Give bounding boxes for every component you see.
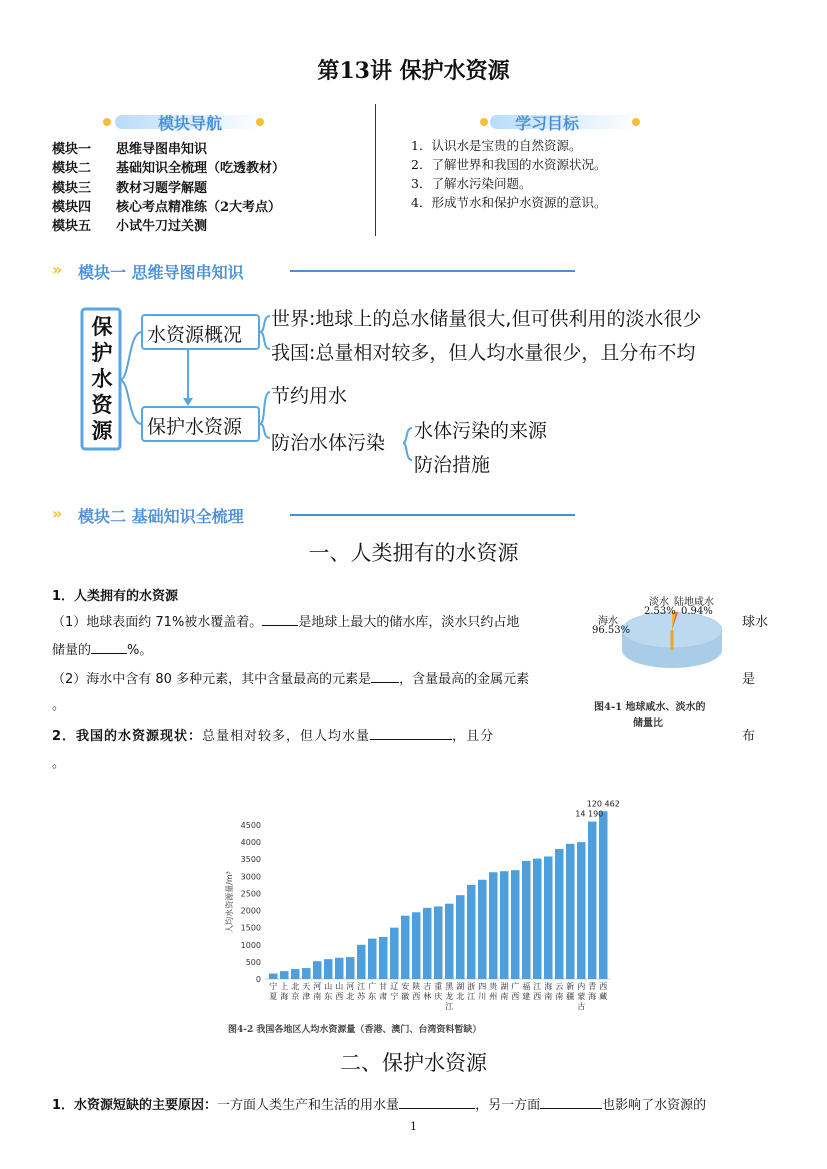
x-tick-label: 黑 <box>445 982 454 991</box>
bar <box>346 957 355 979</box>
section1-title: 模块一 思维导图串知识 <box>78 263 244 282</box>
bar <box>434 906 443 979</box>
y-tick-label: 2000 <box>240 906 261 916</box>
x-tick-label: 福 <box>522 982 531 991</box>
q2-line-end: 布 <box>742 729 756 744</box>
mindmap-node2-prevent: 防治水体污染 <box>271 432 386 454</box>
bar <box>478 880 487 979</box>
bar <box>522 861 531 979</box>
bar <box>390 928 399 979</box>
q1-line3-end: 是 <box>742 672 756 687</box>
x-tick-label: 南 <box>544 992 553 1001</box>
goal-item: 2．了解世界和我国的水资源状况。 <box>411 157 607 172</box>
mindmap-node1-world: 世界:地球上的总水储量很大,但可供利用的淡水很少 <box>271 308 702 330</box>
goal-item: 3．了解水污染问题。 <box>411 176 532 191</box>
bar <box>412 912 421 979</box>
x-tick-label: 西 <box>599 982 608 991</box>
mindmap-node2-source: 水体污染的来源 <box>414 420 548 442</box>
bar-data-label: 14 190 <box>575 809 604 819</box>
x-tick-label: 辽 <box>390 982 399 991</box>
x-tick-label: 江 <box>445 1002 454 1011</box>
bar <box>269 974 278 979</box>
x-tick-label: 河 <box>346 982 355 991</box>
bar <box>291 969 300 979</box>
y-tick-label: 3500 <box>240 855 261 865</box>
x-tick-label: 北 <box>291 982 300 991</box>
y-tick-label: 1000 <box>240 940 261 950</box>
x-tick-label: 安 <box>401 982 410 991</box>
x-tick-label: 西 <box>533 992 542 1001</box>
x-tick-label: 四 <box>478 982 487 991</box>
bar <box>357 945 366 979</box>
x-tick-label: 京 <box>291 992 300 1001</box>
x-tick-label: 广 <box>368 982 377 991</box>
bar <box>467 885 476 979</box>
bar <box>368 939 377 979</box>
x-tick-label: 湖 <box>500 982 509 991</box>
x-tick-label: 上 <box>280 982 289 991</box>
x-tick-label: 重 <box>434 982 443 991</box>
x-tick-label: 西 <box>335 992 344 1001</box>
x-tick-label: 山 <box>335 982 344 991</box>
q2-line2: 。 <box>52 756 66 771</box>
module-row-3: 模块三 教材习题学解题 <box>52 181 208 196</box>
page-title: 第13讲 保护水资源 <box>317 58 510 84</box>
x-tick-label: 天 <box>302 982 311 991</box>
mindmap-node2: 保护水资源 <box>147 416 243 438</box>
answer-blank[interactable] <box>370 739 452 740</box>
x-tick-label: 夏 <box>269 992 278 1001</box>
x-tick-label: 新 <box>566 982 575 991</box>
x-tick-label: 建 <box>522 992 531 1001</box>
bar <box>533 859 542 979</box>
mindmap-node1: 水资源概况 <box>147 324 243 346</box>
x-tick-label: 北 <box>346 992 355 1001</box>
bar <box>500 871 509 979</box>
bar <box>445 904 454 979</box>
bar <box>335 958 344 979</box>
x-tick-label: 海 <box>588 992 597 1001</box>
module-row-5: 模块五 小试牛刀过关测 <box>52 219 208 234</box>
q1-line3: （2）海水中含有 80 多种元素，其中含量最高的元素是 ，含量最高的金属元素 <box>52 672 530 687</box>
mindmap-root: 保 护 水 资 源 <box>91 315 113 443</box>
module-row-2: 模块二 基础知识全梳理（吃透教材） <box>52 161 286 176</box>
bar <box>544 856 553 979</box>
bar <box>599 811 608 979</box>
section2-title: 模块二 基础知识全梳理 <box>78 507 244 526</box>
x-tick-label: 肃 <box>379 992 388 1001</box>
y-tick-label: 2500 <box>240 889 261 899</box>
bar <box>588 822 597 979</box>
x-tick-label: 吉 <box>423 982 432 991</box>
x-tick-label: 贵 <box>489 982 498 991</box>
x-tick-label: 庆 <box>434 992 443 1001</box>
bar-chart <box>220 775 620 1045</box>
y-tick-label: 1500 <box>240 923 261 933</box>
part2-heading: 二、保护水资源 <box>340 1051 487 1075</box>
y-tick-label: 500 <box>245 957 261 967</box>
x-tick-label: 山 <box>324 982 333 991</box>
y-tick-label: 4500 <box>240 821 261 830</box>
bar <box>511 870 520 979</box>
x-tick-label: 林 <box>423 992 432 1001</box>
x-tick-label: 西 <box>412 992 421 1001</box>
answer-blank[interactable] <box>262 625 298 626</box>
q1-title: 1．人类拥有的水资源 <box>52 589 179 604</box>
x-tick-label: 宁 <box>269 982 278 991</box>
part1-heading: 一、人类拥有的水资源 <box>308 541 519 565</box>
x-tick-label: 东 <box>368 992 377 1001</box>
x-tick-label: 湖 <box>456 982 465 991</box>
x-tick-label: 州 <box>489 992 498 1001</box>
x-tick-label: 徽 <box>401 992 410 1001</box>
mindmap-node1-china: 我国:总量相对较多，但人均水量很少，且分布不均 <box>271 342 696 364</box>
x-tick-label: 内 <box>577 982 586 991</box>
goal-item: 1．认识水是宝贵的自然资源。 <box>411 138 582 153</box>
x-tick-label: 藏 <box>599 992 608 1001</box>
pie-label-sea-pct: 96.53% <box>592 625 631 636</box>
pie-label-land: 陆地咸水 <box>674 597 714 608</box>
x-tick-label: 江 <box>533 982 542 991</box>
bar <box>566 844 575 979</box>
pie-label-sea: 海水 <box>598 616 618 627</box>
goals-heading: 学习目标 <box>515 114 580 133</box>
q2-line: 2．我国的水资源现状：总量相对较多，但人均水量 ，且分 <box>52 729 495 744</box>
x-tick-label: 云 <box>555 982 564 991</box>
bar <box>324 959 333 979</box>
x-tick-label: 广 <box>511 982 520 991</box>
goal-item: 4．形成节水和保护水资源的意识。 <box>411 195 607 210</box>
bar <box>489 872 498 979</box>
bar <box>577 842 586 979</box>
mindmap-node2-save: 节约用水 <box>271 385 348 407</box>
x-tick-label: 蒙 <box>577 992 586 1001</box>
module-row-4: 模块四 核心考点精准练（2大考点） <box>52 200 282 215</box>
bar <box>423 908 432 979</box>
x-tick-label: 北 <box>456 992 465 1001</box>
x-tick-label: 南 <box>555 992 564 1001</box>
x-tick-label: 龙 <box>445 992 454 1001</box>
q1-line4: 。 <box>52 698 66 713</box>
x-tick-label: 古 <box>577 1002 586 1011</box>
x-tick-label: 陕 <box>412 982 421 991</box>
bar <box>555 849 564 979</box>
answer-blank[interactable] <box>91 653 127 654</box>
x-tick-label: 江 <box>467 992 476 1001</box>
section2-rule <box>290 514 575 516</box>
q1-line2: 储量的 %。 <box>52 643 153 658</box>
answer-blank[interactable] <box>399 1108 475 1109</box>
x-tick-label: 苏 <box>357 992 366 1001</box>
x-tick-label: 川 <box>478 992 487 1001</box>
pie-caption-1: 图4-1 地球咸水、淡水的 <box>594 702 706 713</box>
bar <box>401 916 410 979</box>
x-tick-label: 海 <box>544 982 553 991</box>
nav-heading: 模块导航 <box>158 114 223 133</box>
mindmap-lines <box>0 0 827 480</box>
x-tick-label: 浙 <box>467 982 476 991</box>
x-tick-label: 西 <box>511 992 520 1001</box>
x-tick-label: 青 <box>588 982 597 991</box>
q1-line1: （1）地球表面约 71%被水覆盖着。 是地球上最大的储水库，淡水只约占地 <box>52 615 520 630</box>
y-tick-label: 0 <box>255 975 261 984</box>
x-tick-label: 津 <box>302 992 311 1001</box>
bar-data-label: 120 462 <box>586 799 620 809</box>
x-tick-label: 海 <box>280 992 289 1001</box>
bar <box>456 895 465 979</box>
module-row-1: 模块一 思维导图串知识 <box>52 142 208 157</box>
pie-caption-2: 储量比 <box>633 718 663 729</box>
double-chevron-icon: » <box>52 260 63 279</box>
x-tick-label: 南 <box>500 992 509 1001</box>
x-tick-label: 宁 <box>390 992 399 1001</box>
pie-label-fresh-pct: 2.53% <box>644 606 676 617</box>
answer-blank[interactable] <box>540 1108 602 1109</box>
x-tick-label: 疆 <box>566 992 575 1001</box>
y-tick-label: 3000 <box>240 872 261 882</box>
bar <box>379 937 388 979</box>
x-tick-label: 河 <box>313 982 322 991</box>
y-axis-label: 人均水资源量/m³ <box>225 871 234 933</box>
page-number: 1 <box>410 1120 417 1133</box>
x-tick-label: 南 <box>313 992 322 1001</box>
answer-blank[interactable] <box>371 682 399 683</box>
bar <box>280 971 289 979</box>
x-tick-label: 东 <box>324 992 333 1001</box>
bar <box>302 968 311 979</box>
y-tick-label: 4000 <box>240 838 261 848</box>
part2-q1-line: 1．水资源短缺的主要原因：一方面人类生产和生活的用水量 ，另一方面 也影响了水资源的 <box>52 1098 707 1113</box>
pie-label-fresh: 淡水 <box>649 597 669 608</box>
x-tick-label: 甘 <box>379 982 388 991</box>
x-tick-label: 江 <box>357 982 366 991</box>
double-chevron-icon: » <box>52 504 63 523</box>
pie-label-land-pct: 0.94% <box>681 606 713 617</box>
bar <box>313 961 322 979</box>
mindmap-node2-measures: 防治措施 <box>414 454 491 476</box>
bar-caption: 图4-2 我国各地区人均水资源量（香港、澳门、台湾资料暂缺） <box>228 1025 482 1035</box>
q1-line1-end: 球水 <box>742 615 769 630</box>
